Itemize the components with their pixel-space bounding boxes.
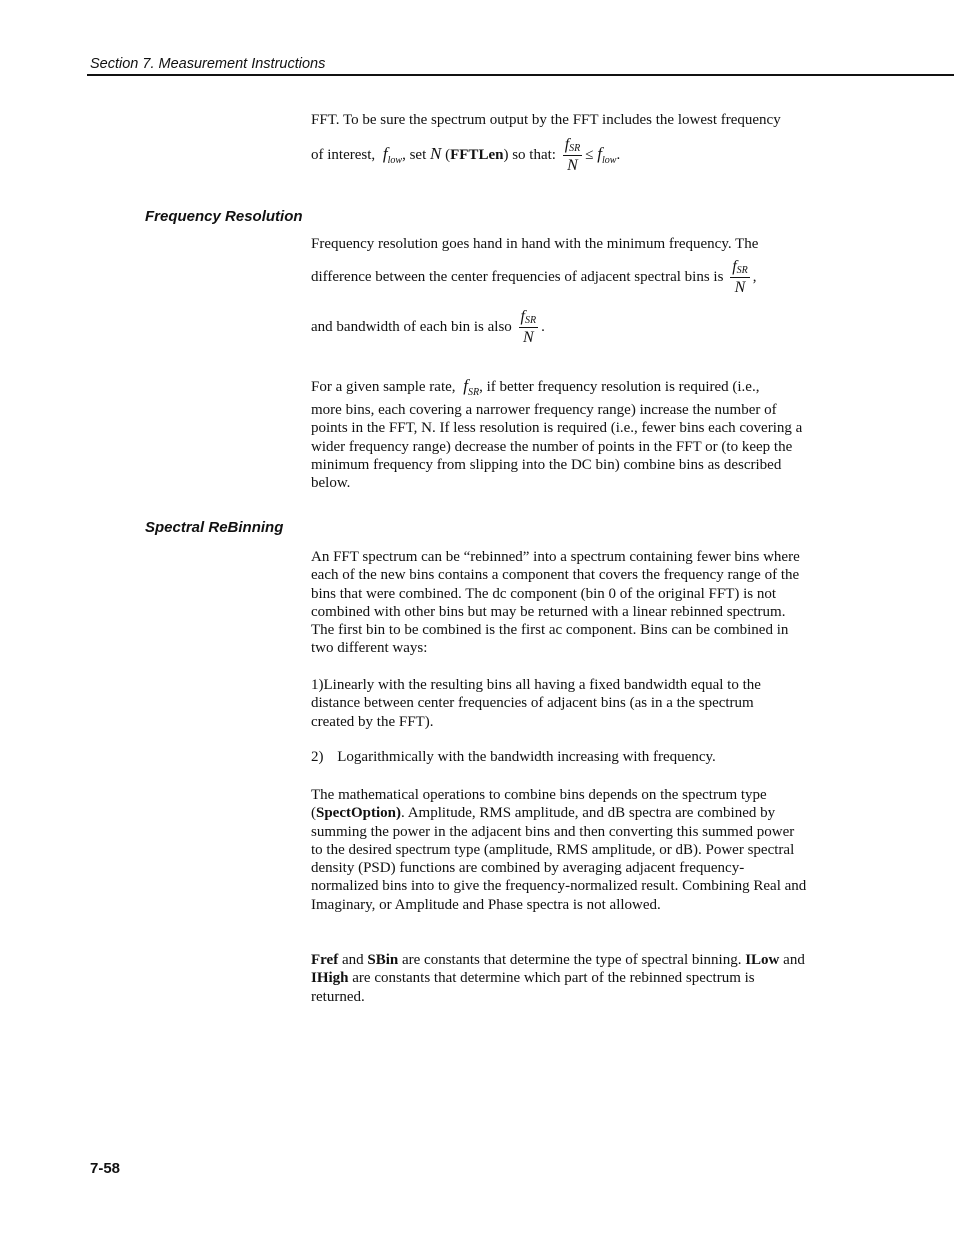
f-low-symbol-2: $f_{low}$	[597, 143, 617, 166]
rebin-item-2-text: Logarithmically with the bandwidth increasing with frequency.	[337, 749, 716, 765]
header-rule	[87, 74, 954, 76]
f-sr-symbol: $f_{SR}$	[463, 376, 480, 398]
freq-res-line-2: difference between the center frequencies of adjacent spectral bins is $\frac{\text{fSR}}{N}$ ,	[311, 258, 757, 296]
fref-param: Fref	[311, 952, 339, 968]
ilow-param: ILow	[745, 952, 780, 968]
intro-line-1: FFT. To be sure the spectrum output by the FFT includes the lowest frequency	[311, 112, 781, 128]
freq-res-line-1: Frequency resolution goes hand in hand with the minimum frequency. The	[311, 236, 759, 252]
fftlen-param: FFTLen	[450, 146, 504, 163]
rebin-item-1: 1)Linearly with the resulting bins all having a fixed bandwidth equal to the distance between center frequencies of adjacent bins (as in a the spectrum created by the FFT).	[311, 677, 761, 730]
leq-symbol: ≤	[585, 146, 594, 163]
intro-set: , set	[402, 146, 427, 163]
intro-of-interest: of interest,	[311, 146, 376, 163]
rebin-paragraph-4: Fref and SBin are constants that determine the type of spectral binning. ILow and IHigh are constants that determine which part of the rebinned spectrum is returned.	[311, 952, 805, 1005]
f-low-symbol: $f_{low}$	[382, 143, 403, 166]
spectoption-param: SpectOption)	[316, 805, 402, 822]
rebin-item-2	[311, 749, 716, 766]
n-symbol: N	[430, 143, 442, 163]
heading-frequency-resolution: Frequency Resolution	[145, 208, 303, 225]
freq-res-line-3: and bandwidth of each bin is also $\frac{\text{fSR}}{N}$ .	[311, 308, 545, 346]
sbin-param: SBin	[367, 952, 399, 968]
ihigh-param: IHigh	[311, 970, 349, 987]
page-number: 7-58	[90, 1160, 121, 1177]
fsr-over-n-fraction-2: $\frac{\text{fSR}}{N}$	[732, 258, 748, 296]
heading-spectral-rebinning: Spectral ReBinning	[145, 519, 284, 536]
fsr-over-n-fraction-3: $\frac{\text{fSR}}{N}$	[520, 308, 537, 346]
fsr-over-n-fraction: $\frac{\text{fSR}}{N}$	[564, 136, 581, 174]
freq-res-p2-line-1: For a given sample rate, $f_{SR}$, if better frequency resolution is required (i.e.,	[311, 376, 760, 398]
rebin-paragraph-1: An FFT spectrum can be “rebinned” into a spectrum containing fewer bins where each of the new bins contains a component that covers the frequency range of the bins that were combined. The dc component (bin 0 of the original FFT) is not combined with other bins but may be returned with a linear rebinned spectrum. The first bin to be combined is the first ac component. Bins can be combined in two different ways:	[311, 549, 800, 657]
rebin-paragraph-3: The mathematical operations to combine bins depends on the spectrum type (SpectOption). Amplitude, RMS amplitude, and dB spectra are combined by summing the power in the adjacent bins and then converting this summed power to the desired spectrum type (amplitude, RMS amplitude, or dB). Power spectral density (PSD) functions are combined by averaging adjacent frequency-normalized bins into to give the frequency-normalized result. Combining Real and Imaginary, or Amplitude and Phase spectra is not allowed.	[311, 787, 807, 913]
freq-res-p2-rest: more bins, each covering a narrower frequency range) increase the number of points in the FFT, N. If less resolution is required (i.e., fewer bins each covering a wider frequency range) decrease the number of points in the FFT or (to keep the minimum frequency from slipping into the DC bin) combine bins as described below.	[311, 402, 803, 492]
rebin-item-2-number: 2)	[311, 749, 324, 765]
intro-line-2: of interest, $f_{low}$, set N (FFTLen) so that: $\frac{\text{fSR}}{N}$ ≤ $f_{low}$.	[311, 136, 621, 174]
running-header: Section 7. Measurement Instructions	[90, 56, 326, 72]
